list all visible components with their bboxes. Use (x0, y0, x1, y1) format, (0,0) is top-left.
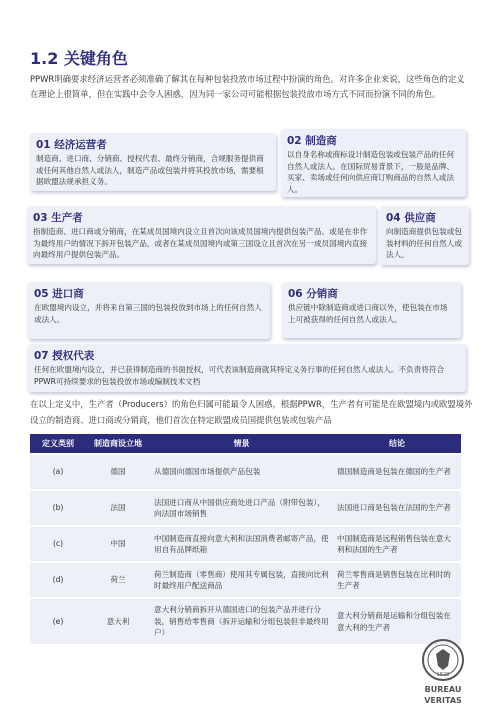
card-supplier (380, 206, 469, 265)
bureau-veritas-logo (419, 638, 467, 710)
card-authorized-representative (28, 344, 466, 392)
table-cell: 德国 (86, 454, 150, 490)
table-cell: 荷兰零售商是销售包装在比利时的生产者 (333, 562, 461, 598)
table-row (30, 454, 461, 490)
table-cell: (e) (30, 598, 86, 644)
table-cell: 意大利 (86, 598, 150, 644)
card-manufacturer (281, 129, 466, 197)
card-title: 01 经济运营者 (36, 139, 107, 151)
table-cell: (c) (30, 526, 86, 562)
card-distributor (282, 282, 461, 338)
table-cell: 意大利分销商是运输和分组包装在意大利的生产者 (333, 598, 461, 644)
table-row (30, 526, 461, 562)
table-cell: 法国进口商是包装在法国的生产者 (333, 490, 461, 526)
card-importer (28, 282, 270, 339)
table-cell: 意大利分销商拆开从德国进口的包装产品并进行分装，销售给零售商（拆开运输和分组包装但非最终用户） (150, 598, 333, 644)
table-cell: 法国 (86, 490, 150, 526)
card-body: 制造商、进口商、分销商、授权代表、最终分销商，合规服务提供商或任何其他自然人或法人，制造产品或包装并将其投放市场，需要根据欧盟法规承担义务。 (36, 154, 264, 186)
table-cell: 德国制造商是包装在德国的生产者 (333, 454, 461, 490)
producer-scenarios-table (30, 434, 461, 644)
logo-year: 1828 (436, 672, 450, 678)
table-cell: 法国进口商从中国供应商处进口产品（附带包装），向法国市场销售 (150, 490, 333, 526)
table-cell: 荷兰制造商（零售商）使用其专属包装，直接向比利时最终用户配送商品 (150, 562, 333, 598)
table-cell: 中国 (86, 526, 150, 562)
card-body: 以自身名称或商标设计制造包装或包装产品的任何自然人或法人。在国际贸易背景下，一般是品牌、买家、卖场或任何向供应商订购商品的自然人或法人。 (287, 150, 455, 194)
intro-paragraph: PPWR明确要求经济运营者必须准确了解其在每种包装投放市场过程中扮演的角色。对许多企业来说，这些角色的定义在理论上很简单，但在实践中会令人困惑，因为同一家公司可能根据包装投放市场方式不同而扮演不同的角色。 (30, 74, 465, 99)
table-cell: (b) (30, 490, 86, 526)
table-cell: 荷兰 (86, 562, 150, 598)
table-cell: 中国制造商是远程销售包装在意大利和法国的生产者 (333, 526, 461, 562)
card-body: 指制造商、进口商或分销商，在某成员国境内设立且首次向该成员国境内提供包装产品、或是在非作为最终用户的情况下拆开包装产品，或者在某成员国境内或第三国设立且首次在另一成员国境内直接向最终用户提供包装产品。 (33, 227, 368, 259)
table-row (30, 598, 461, 644)
summary-paragraph: 在以上定义中，生产者（Producers）的角色归属可能最令人困惑，根据PPWR，生产者有可能是在欧盟境内或欧盟境外设立的制造商、进口商或分销商，他们首次在特定欧盟成员国提供包装或包装产品 (30, 399, 473, 425)
table-cell: (a) (30, 454, 86, 490)
card-title: 05 进口商 (34, 288, 84, 300)
card-title: 06 分销商 (288, 288, 338, 300)
card-title: 03 生产者 (33, 212, 83, 224)
card-title: 04 供应商 (386, 212, 436, 224)
card-title: 02 制造商 (287, 135, 337, 147)
table-cell: 从德国向德国市场提供产品包装 (150, 454, 333, 490)
table-cell: (d) (30, 562, 86, 598)
table-row (30, 562, 461, 598)
table-cell: 中国制造商直接向意大利和法国消费者邮寄产品，使用自有品牌纸箱 (150, 526, 333, 562)
card-body: 向制造商提供包装或包装材料的任何自然人或法人。 (386, 227, 462, 259)
card-body: 供应链中除制造商或进口商以外，使包装在市场上可被获得的任何自然人或法人。 (288, 303, 448, 324)
card-economic-operator (30, 133, 276, 191)
card-title: 07 授权代表 (34, 350, 95, 362)
card-producer (27, 206, 376, 264)
column-header: 情景 (150, 434, 333, 454)
section-title: 1.2 关键角色 (30, 49, 128, 68)
logo-line-1: BUREAU (424, 685, 462, 694)
column-header: 制造商设立地 (86, 434, 150, 454)
table-row (30, 490, 461, 526)
column-header: 结论 (333, 434, 461, 454)
table-header-row (30, 434, 461, 454)
card-body: 任何在欧盟境内设立，并已获得制造商的书面授权，可代表该制造商就其特定义务行事的任何自然人或法人。不负责将符合PPWR可持续要求的包装投放市场或编制技术文档 (34, 365, 445, 386)
logo-line-2: VERITAS (424, 696, 462, 705)
card-body: 在欧盟境内设立，并将来自第三国的包装投放到市场上的任何自然人或法人。 (34, 303, 262, 324)
column-header: 定义类别 (30, 434, 86, 454)
